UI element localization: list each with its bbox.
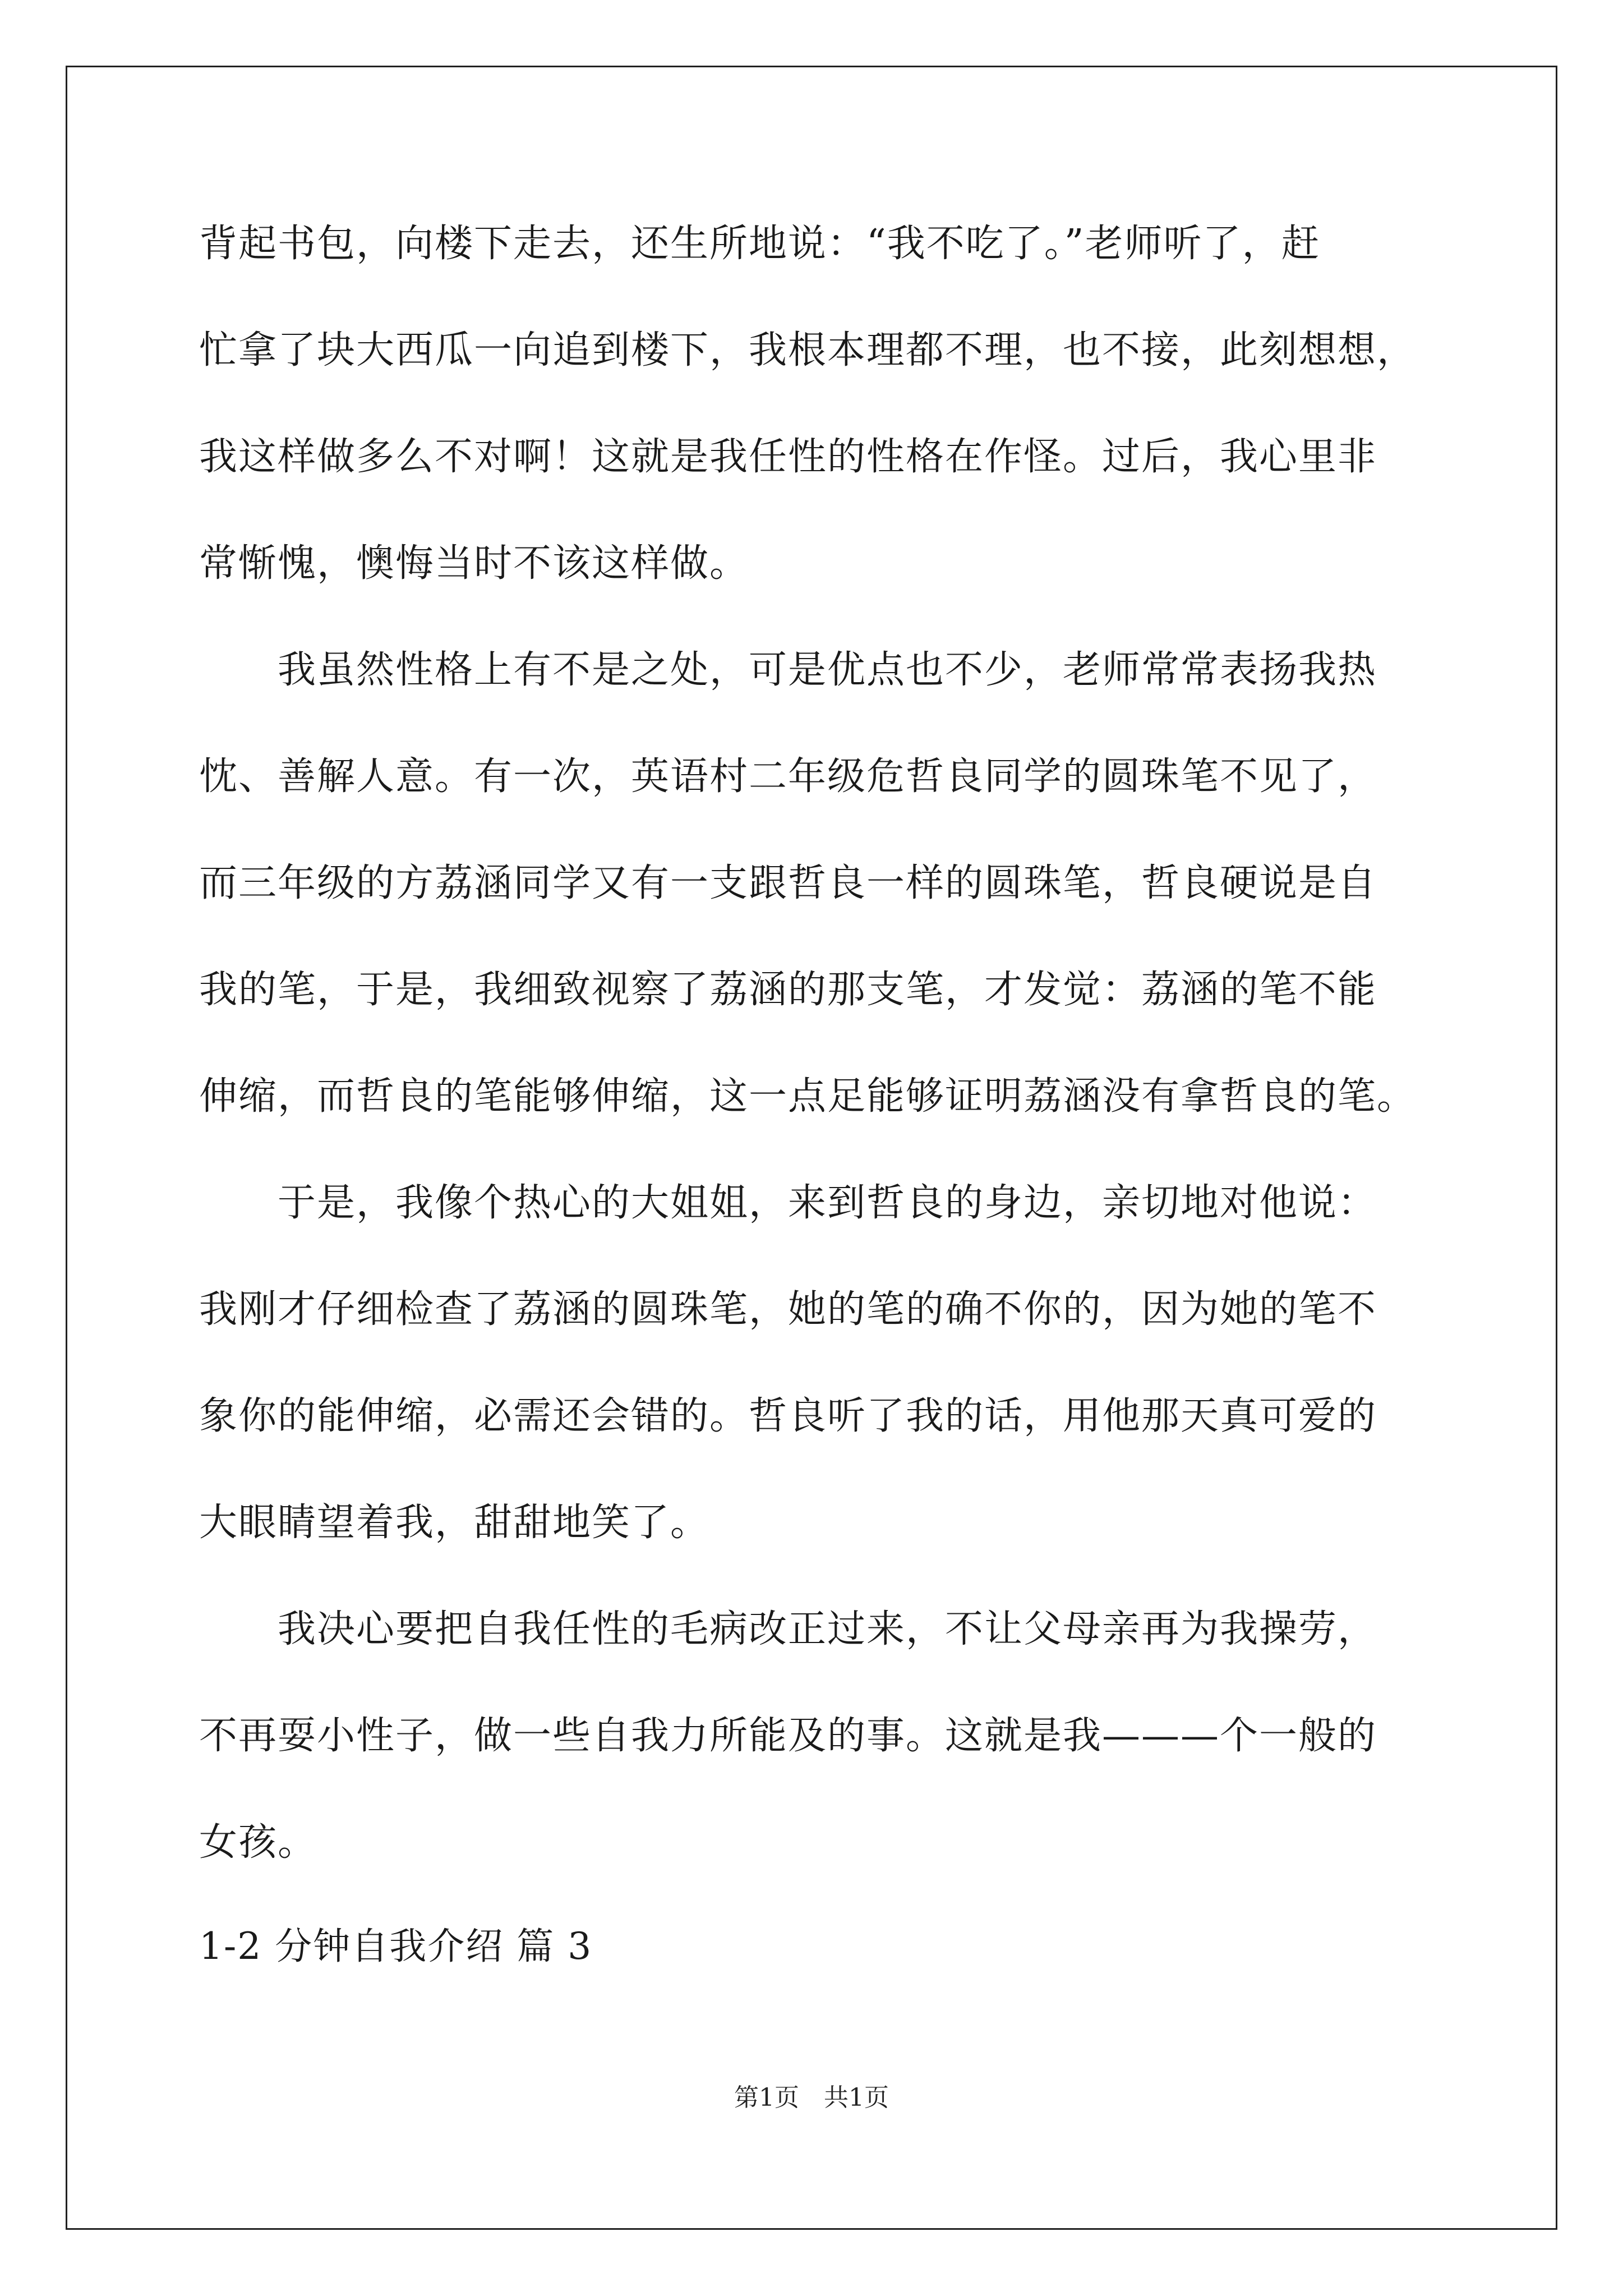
text-line: 我决心要把自我任性的毛病改正过来，不让父母亲再为我操劳， xyxy=(199,1607,1377,1651)
text-line: 常惭愧，懊悔当时不该这样做。 xyxy=(199,541,749,586)
text-line: 背起书包，向楼下走去，还生所地说：“我不吃了。”老师听了，赶 xyxy=(199,222,1321,266)
page-footer: 第1页 共1页 xyxy=(734,2083,889,2112)
text-line: 忱、善解人意。有一次，英语村二年级危哲良同学的圆珠笔不见了， xyxy=(199,754,1377,799)
text-line: 忙拿了块大西瓜一向追到楼下，我根本理都不理，也不接，此刻想想， xyxy=(199,328,1417,372)
text-line: 我刚才仔细检查了荔涵的圆珠笔，她的笔的确不你的，因为她的笔不 xyxy=(199,1287,1377,1332)
text-line: 大眼睛望着我，甜甜地笑了。 xyxy=(199,1501,710,1545)
text-line: 于是，我像个热心的大姐姐，来到哲良的身边，亲切地对他说： xyxy=(199,1181,1377,1225)
text-line: 我虽然性格上有不是之处，可是优点也不少，老师常常表扬我热 xyxy=(199,648,1377,692)
text-line: 我这样做多么不对啊！这就是我任性的性格在作怪。过后，我心里非 xyxy=(199,435,1377,479)
text-line: 象你的能伸缩，必需还会错的。哲良听了我的话，用他那天真可爱的 xyxy=(199,1394,1377,1438)
text-line: 女孩。 xyxy=(199,1820,317,1865)
text-line: 不再耍小性子，做一些自我力所能及的事。这就是我———个一般的 xyxy=(199,1714,1377,1758)
text-line: 伸缩，而哲良的笔能够伸缩，这一点足能够证明荔涵没有拿哲良的笔。 xyxy=(199,1074,1417,1119)
section-heading: 1-2 分钟自我介绍 篇 3 xyxy=(199,1925,593,1968)
text-line: 我的笔，于是，我细致视察了荔涵的那支笔，才发觉：荔涵的笔不能 xyxy=(199,968,1377,1012)
page-frame xyxy=(66,66,1557,2230)
text-line: 而三年级的方荔涵同学又有一支跟哲良一样的圆珠笔，哲良硬说是自 xyxy=(199,861,1377,905)
